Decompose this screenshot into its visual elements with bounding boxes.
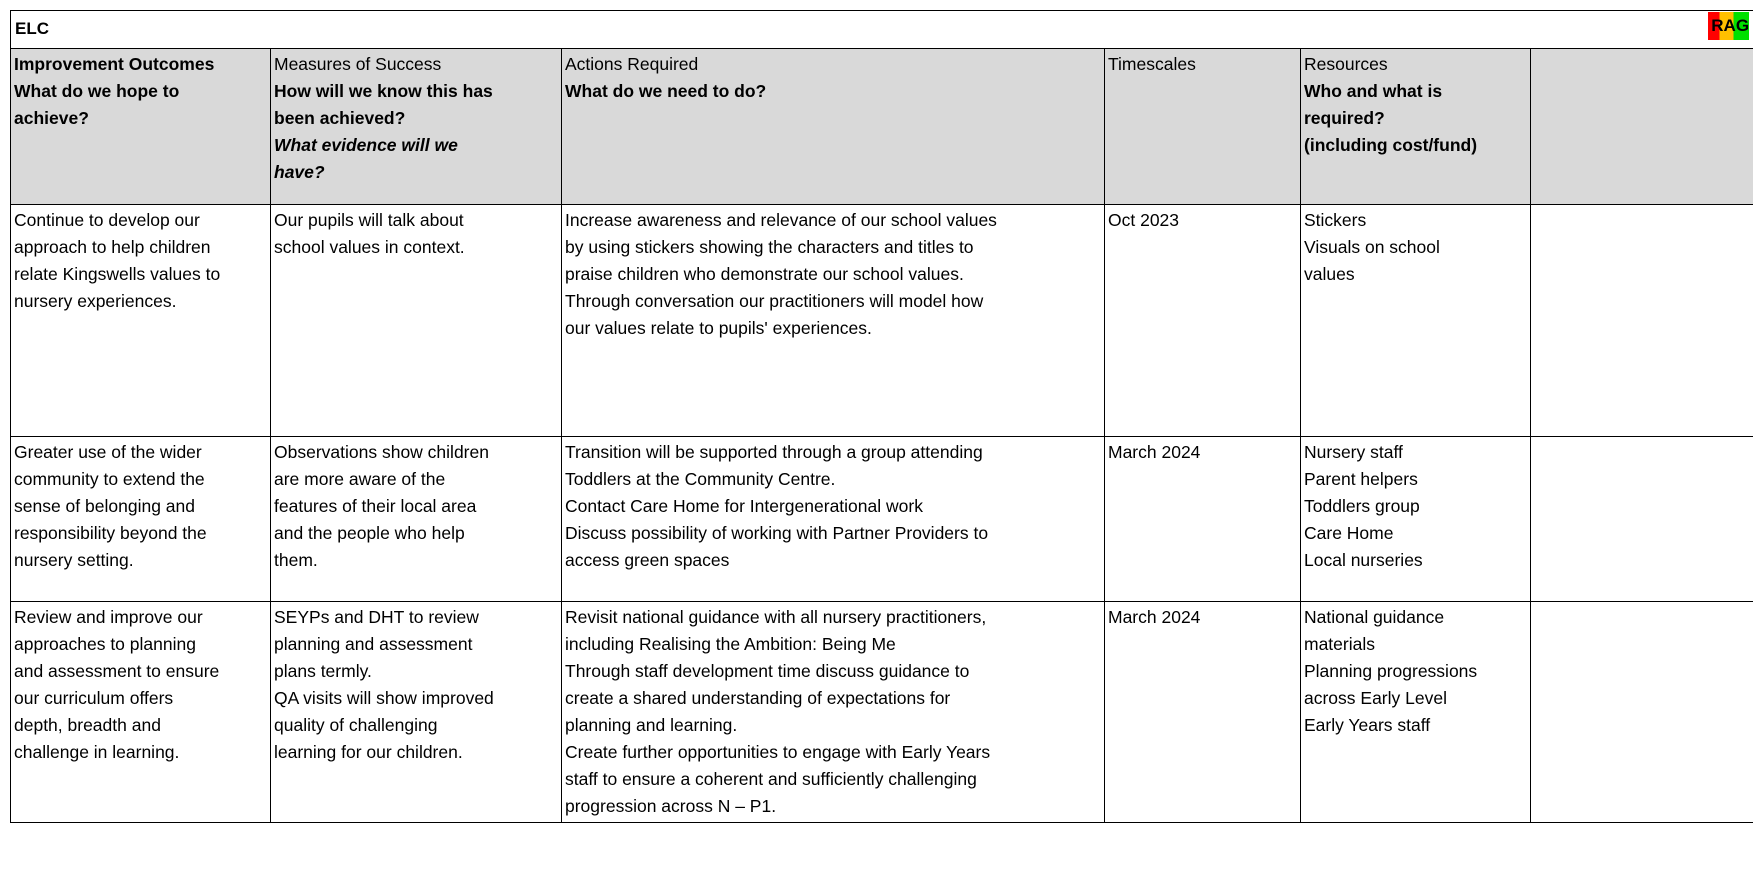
action-line: by using stickers showing the characters and titles to	[565, 237, 974, 257]
header-rag	[1531, 49, 1753, 205]
resource-line: materials	[1304, 634, 1375, 654]
header-outcomes	[11, 49, 271, 205]
timescale-value: March 2024	[1108, 442, 1201, 462]
measure-line: Observations show children	[274, 442, 489, 462]
outcome-line: relate Kingswells values to	[14, 264, 221, 284]
rag-cell	[1531, 602, 1753, 823]
outcome-line: nursery experiences.	[14, 291, 177, 311]
actions-cell	[562, 602, 1105, 823]
resource-line: Planning progressions	[1304, 661, 1478, 681]
measure-cell	[271, 205, 562, 437]
header-measures-title: Measures of Success	[274, 54, 442, 74]
measure-line: are more aware of the	[274, 469, 446, 489]
header-resources-question-2: required?	[1304, 108, 1385, 128]
action-line: Through conversation our practitioners will model how	[565, 291, 984, 311]
measure-line: school values in context.	[274, 237, 465, 257]
header-measures-question-1: How will we know this has	[274, 81, 493, 101]
rag-cell	[1531, 437, 1753, 602]
action-line: progression across N – P1.	[565, 796, 777, 816]
timescale-value: March 2024	[1108, 607, 1201, 627]
title-cell	[11, 11, 1753, 49]
resource-line: Local nurseries	[1304, 550, 1423, 570]
resource-line: Visuals on school	[1304, 237, 1440, 257]
header-measures	[271, 49, 562, 205]
timescale-cell	[1105, 437, 1301, 602]
header-row	[11, 49, 1753, 205]
outcome-line: nursery setting.	[14, 550, 134, 570]
action-line: Create further opportunities to engage with Early Years	[565, 742, 991, 762]
outcome-cell	[11, 602, 271, 823]
action-line: planning and learning.	[565, 715, 738, 735]
resource-line: Care Home	[1304, 523, 1394, 543]
outcome-line: sense of belonging and	[14, 496, 195, 516]
timescale-cell	[1105, 205, 1301, 437]
outcome-line: approach to help children	[14, 237, 211, 257]
header-timescales	[1105, 49, 1301, 205]
header-measures-evidence-2: have?	[274, 162, 325, 182]
action-line: Through staff development time discuss guidance to	[565, 661, 970, 681]
table-row	[11, 205, 1753, 437]
outcome-line: Review and improve our	[14, 607, 203, 627]
measure-cell	[271, 437, 562, 602]
outcome-line: Greater use of the wider	[14, 442, 202, 462]
actions-cell	[562, 437, 1105, 602]
header-outcomes-title: Improvement Outcomes	[14, 54, 215, 74]
outcome-line: depth, breadth and	[14, 715, 161, 735]
measure-line: plans termly.	[274, 661, 372, 681]
header-outcomes-question-1: What do we hope to	[14, 81, 180, 101]
outcome-line: our curriculum offers	[14, 688, 174, 708]
action-line: create a shared understanding of expectations for	[565, 688, 951, 708]
header-resources-cost: (including cost/fund)	[1304, 135, 1478, 155]
outcome-cell	[11, 437, 271, 602]
action-line: Contact Care Home for Intergenerational work	[565, 496, 923, 516]
header-resources-title: Resources	[1304, 54, 1388, 74]
header-measures-evidence-1: What evidence will we	[274, 135, 458, 155]
measure-line: and the people who help	[274, 523, 465, 543]
resource-line: Parent helpers	[1304, 469, 1418, 489]
outcome-line: Continue to develop our	[14, 210, 200, 230]
improvement-plan-sheet	[10, 10, 1753, 895]
action-line: our values relate to pupils' experiences.	[565, 318, 872, 338]
resource-line: Early Years staff	[1304, 715, 1431, 735]
action-line: Toddlers at the Community Centre.	[565, 469, 836, 489]
measure-line: QA visits will show improved	[274, 688, 494, 708]
measure-line: learning for our children.	[274, 742, 463, 762]
action-line: staff to ensure a coherent and sufficiently challenging	[565, 769, 977, 789]
resources-cell	[1301, 437, 1531, 602]
header-resources-question-1: Who and what is	[1304, 81, 1443, 101]
title-row	[11, 11, 1753, 49]
resource-line: values	[1304, 264, 1355, 284]
resource-line: Toddlers group	[1304, 496, 1420, 516]
action-line: Transition will be supported through a group attending	[565, 442, 983, 462]
action-line: praise children who demonstrate our school values.	[565, 264, 964, 284]
outcome-line: challenge in learning.	[14, 742, 180, 762]
section-title: ELC	[15, 19, 49, 38]
measure-line: Our pupils will talk about	[274, 210, 464, 230]
header-timescales-title: Timescales	[1108, 54, 1196, 74]
header-actions-question: What do we need to do?	[565, 81, 767, 101]
outcome-cell	[11, 205, 271, 437]
measure-line: SEYPs and DHT to review	[274, 607, 479, 627]
rag-label: RAG	[1708, 12, 1749, 40]
rag-cell	[1531, 205, 1753, 437]
header-measures-question-2: been achieved?	[274, 108, 406, 128]
header-actions-title: Actions Required	[565, 54, 699, 74]
timescale-cell	[1105, 602, 1301, 823]
outcome-line: responsibility beyond the	[14, 523, 207, 543]
resources-cell	[1301, 205, 1531, 437]
outcome-line: approaches to planning	[14, 634, 196, 654]
outcome-line: and assessment to ensure	[14, 661, 220, 681]
resource-line: Nursery staff	[1304, 442, 1403, 462]
action-line: Revisit national guidance with all nursery practitioners,	[565, 607, 987, 627]
header-resources	[1301, 49, 1531, 205]
improvement-plan-table	[10, 10, 1753, 823]
measure-line: planning and assessment	[274, 634, 473, 654]
action-line: access green spaces	[565, 550, 730, 570]
resource-line: across Early Level	[1304, 688, 1447, 708]
resource-line: National guidance	[1304, 607, 1445, 627]
action-line: Discuss possibility of working with Partner Providers to	[565, 523, 989, 543]
table-row	[11, 437, 1753, 602]
measure-line: quality of challenging	[274, 715, 438, 735]
timescale-value: Oct 2023	[1108, 210, 1180, 230]
resources-cell	[1301, 602, 1531, 823]
action-line: including Realising the Ambition: Being Me	[565, 634, 896, 654]
outcome-line: community to extend the	[14, 469, 205, 489]
measure-line: them.	[274, 550, 318, 570]
table-row	[11, 602, 1753, 823]
resource-line: Stickers	[1304, 210, 1367, 230]
actions-cell	[562, 205, 1105, 437]
measure-cell	[271, 602, 562, 823]
action-line: Increase awareness and relevance of our school values	[565, 210, 997, 230]
header-actions	[562, 49, 1105, 205]
measure-line: features of their local area	[274, 496, 477, 516]
header-outcomes-question-2: achieve?	[14, 108, 89, 128]
